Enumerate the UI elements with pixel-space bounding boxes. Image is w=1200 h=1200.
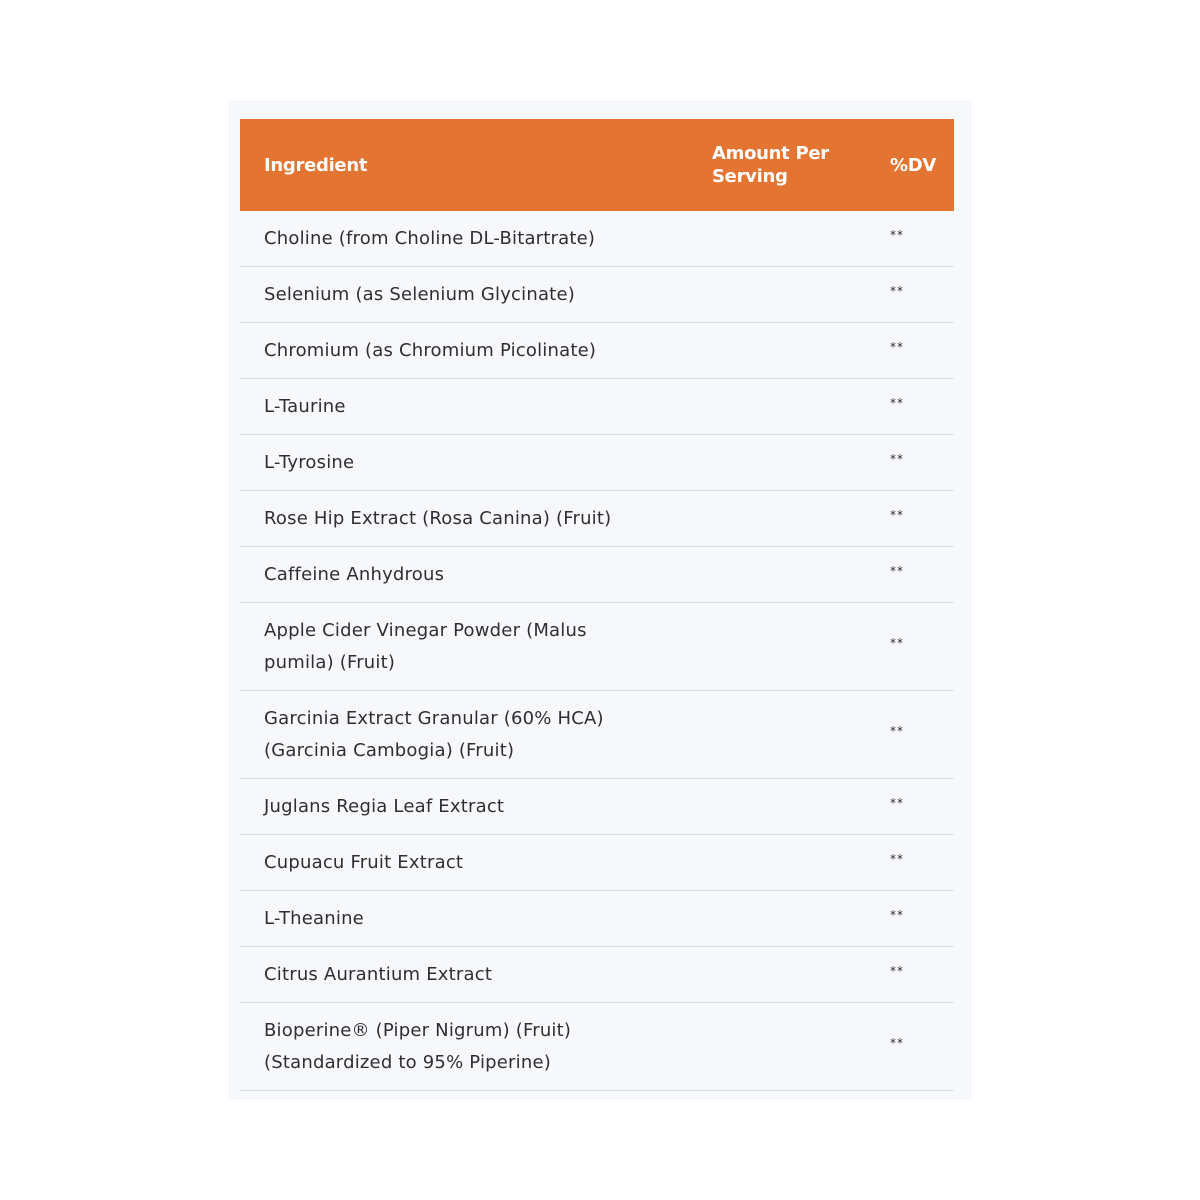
ingredient-dv: **	[890, 907, 904, 922]
ingredient-dv: **	[890, 563, 904, 578]
ingredient-name: Chromium (as Chromium Picolinate)	[264, 339, 597, 361]
ingredient-dv: **	[890, 851, 904, 866]
table-row	[240, 267, 954, 323]
header-ingredient: Ingredient	[264, 154, 368, 176]
ingredient-name: Juglans Regia Leaf Extract	[264, 795, 505, 817]
ingredient-dv: **	[890, 723, 904, 738]
ingredients-table	[240, 119, 954, 1091]
ingredient-name: Cupuacu Fruit Extract	[264, 851, 464, 873]
table-row	[240, 835, 954, 891]
ingredient-name: L-Taurine	[264, 395, 346, 417]
header-amount-per-serving: Amount Per Serving	[712, 143, 829, 187]
table-row	[240, 779, 954, 835]
ingredient-name: Apple Cider Vinegar Powder (Malus pumila) (Fruit)	[264, 619, 587, 673]
ingredient-dv: **	[890, 635, 904, 650]
table-row	[240, 1003, 954, 1091]
ingredient-dv: **	[890, 339, 904, 354]
ingredient-name: Garcinia Extract Granular (60% HCA) (Garcinia Cambogia) (Fruit)	[264, 707, 604, 761]
table-row	[240, 547, 954, 603]
ingredient-dv: **	[890, 795, 904, 810]
ingredient-dv: **	[890, 451, 904, 466]
table-header	[240, 119, 954, 211]
ingredient-dv: **	[890, 507, 904, 522]
table-row	[240, 323, 954, 379]
table-row	[240, 435, 954, 491]
ingredient-name: Rose Hip Extract (Rosa Canina) (Fruit)	[264, 507, 612, 529]
ingredient-name: Bioperine® (Piper Nigrum) (Fruit) (Standardized to 95% Piperine)	[264, 1019, 572, 1073]
table-row	[240, 379, 954, 435]
ingredient-dv: **	[890, 1035, 904, 1050]
table-row	[240, 691, 954, 779]
ingredient-dv: **	[890, 963, 904, 978]
table-row	[240, 891, 954, 947]
table-row	[240, 211, 954, 267]
ingredient-name: Citrus Aurantium Extract	[264, 963, 493, 985]
ingredient-name: L-Theanine	[264, 907, 364, 929]
ingredient-name: Choline (from Choline DL-Bitartrate)	[264, 227, 596, 249]
ingredients-card	[228, 100, 972, 1100]
ingredient-name: L-Tyrosine	[264, 451, 355, 473]
ingredient-dv: **	[890, 227, 904, 242]
ingredient-name: Selenium (as Selenium Glycinate)	[264, 283, 575, 305]
table-row	[240, 491, 954, 547]
table-row	[240, 947, 954, 1003]
ingredient-name: Caffeine Anhydrous	[264, 563, 445, 585]
table-row	[240, 603, 954, 691]
ingredient-dv: **	[890, 395, 904, 410]
ingredient-dv: **	[890, 283, 904, 298]
header-dv: %DV	[890, 154, 937, 176]
